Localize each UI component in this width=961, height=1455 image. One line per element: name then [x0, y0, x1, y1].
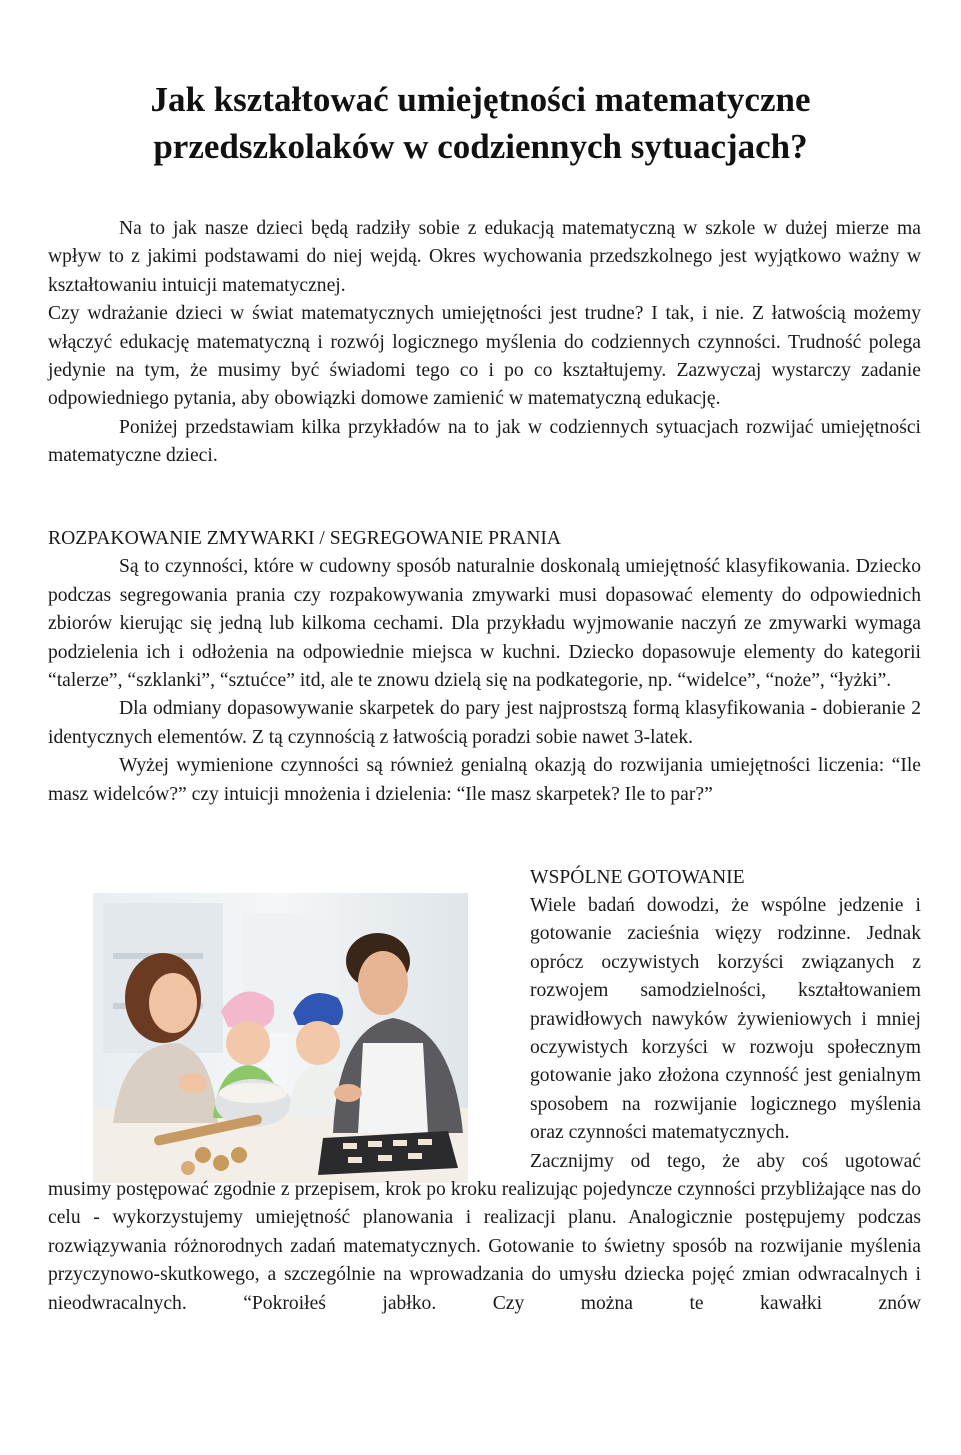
page-title: [40, 76, 921, 170]
intro-section: [48, 215, 921, 471]
section-1-paragraph-2: Dla odmiany dopasowywanie skarpetek do pary jest najprostszą formą klasyfikowania - dobieranie 2 identycznych elementów. Z tą czynnością z łatwością poradzi sobie nawet 3-latek.: [48, 698, 921, 748]
intro-paragraph-3: Poniżej przedstawiam kilka przykładów na to jak w codziennych sytuacjach rozwijać umiejętności matematyczne dzieci.: [48, 416, 921, 467]
intro-paragraph-2: Czy wdrażanie dzieci w świat matematycznych umiejętności jest trudne? I tak, i nie. Z łatwością możemy włączyć edukację matematyczną i rozwój logicznego myślenia do codziennych czynności. Trudność polega jedynie na tym, że musimy być świadomi tego co i po co kształtujemy. Zazwyczaj wystarczy zadanie odpowiedniego pytania, aby obowiązki domowe zamienić w matematyczną edukację.: [48, 303, 921, 410]
intro-paragraph-1: Na to jak nasze dzieci będą radziły sobie z edukacją matematyczną w szkole w dużej mierze ma wpływ to z jakimi podstawami do niej wejdą. Okres wychowania przedszkolnego jest wyjątkowo ważny w kształtowaniu intuicji matematycznej.: [48, 218, 921, 296]
section-2-paragraph-2-start: Zacznijmy od tego, że aby coś ugotować: [530, 1150, 921, 1172]
section-2-heading: WSPÓLNE GOTOWANIE: [530, 867, 745, 888]
family-cooking-photo: [93, 893, 468, 1183]
title-line-2: przedszkolaków w codziennych sytuacjach?: [153, 127, 808, 166]
section-2-paragraph-1: Wiele badań dowodzi, że wspólne jedzenie i gotowanie zacieśnia więzy rodzinne. Jednak oprócz oczywistych korzyści związanych z rozwojem samodzielności, kształtowaniem prawidłowych nawyków żywieniowych i mniej oczywistych korzyści w rozwoju społecznym gotowanie jako złożona czynność jest genialnym sposobem na rozwijanie logicznego myślenia oraz czynności matematycznych.: [530, 895, 921, 1144]
section-dishwasher-laundry: [48, 525, 921, 809]
title-line-1: Jak kształtować umiejętności matematyczne: [150, 80, 811, 119]
section-2-column: [530, 892, 921, 1176]
section-1-paragraph-1: Są to czynności, które w cudowny sposób naturalnie doskonalą umiejętność klasyfikowania. Dziecko podczas segregowania prania czy rozpakowywania zmywarki musi dopasować elementy do odpowiednich zbiorów kierując się jedną lub kilkoma cechami. Dla przykładu wyjmowanie naczyń ze zmywarki wymaga podzielenia ich i odłożenia na odpowiednie miejsca w kuchni. Dziecko dopasowuje elementy do kategorii “talerze”, “szklanki”, “sztućce” itd, ale te znowu dzielą się na podkategorie, np. “widelce”, “noże”, “łyżki”.: [48, 556, 921, 692]
cooking-illustration: [93, 893, 468, 1183]
section-2-continuation: [48, 1176, 921, 1318]
section-1-heading: ROZPAKOWANIE ZMYWARKI / SEGREGOWANIE PRANIA: [48, 528, 562, 549]
section-1-paragraph-3: Wyżej wymienione czynności są również genialną okazją do rozwijania umiejętności liczenia: “Ile masz widelców?” czy intuicji mnożenia i dzielenia: “Ile masz skarpetek? Ile to par?”: [48, 755, 921, 805]
section-2-paragraph-2-rest: musimy postępować zgodnie z przepisem, krok po kroku realizując pojedyncze czynności przybliżające nas do celu - wykorzystujemy umiejętność planowania i realizacji planu. Analogicznie postępujemy podczas rozwiązywania różnorodnych zadań matematycznych. Gotowanie to świetny sposób na rozwijanie myślenia przyczynowo-skutkowego, a szczególnie na wprowadzania do umysłu dziecka pojęć zmian odwracalnych i nieodwracalnych. “Pokroiłeś jabłko. Czy można te kawałki znów: [48, 1179, 921, 1314]
